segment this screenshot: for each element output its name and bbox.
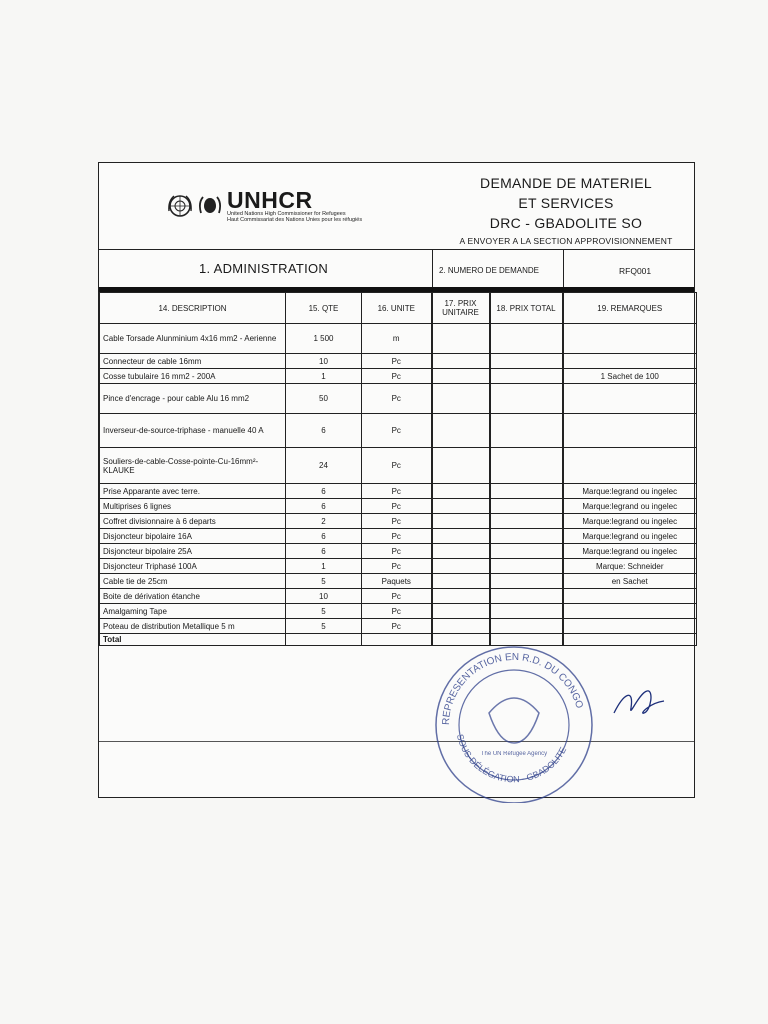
- cell-qte: 1: [286, 369, 362, 384]
- table-row: [100, 369, 697, 384]
- unhcr-emblem-icon: [197, 193, 223, 219]
- cell-description: Multiprises 6 lignes: [100, 499, 286, 514]
- cell-remarque: Marque:legrand ou ingelec: [563, 514, 697, 529]
- table-row: [100, 559, 697, 574]
- cell-prix-total: [490, 514, 563, 529]
- cell-unite: Pc: [362, 544, 432, 559]
- unhcr-logo: [167, 189, 362, 223]
- total-row: [100, 634, 697, 646]
- cell-description: Disjoncteur Triphasé 100A: [100, 559, 286, 574]
- cell-prix-total: [490, 354, 563, 369]
- cell-remarque: [563, 354, 697, 369]
- cell-qte: 5: [286, 619, 362, 634]
- svg-text:SOUS-DÉLÉGATION - GBADOLITE: [455, 733, 568, 784]
- cell-description: Connecteur de cable 16mm: [100, 354, 286, 369]
- cell-remarque: Marque:legrand ou ingelec: [563, 529, 697, 544]
- cell-prix-total: [490, 499, 563, 514]
- cell-description: Disjoncteur bipolaire 16A: [100, 529, 286, 544]
- divider: [432, 249, 433, 287]
- cell-unite: Pc: [362, 619, 432, 634]
- cell-unite: Pc: [362, 529, 432, 544]
- cell-prix-total: [490, 589, 563, 604]
- cell-prix-total: [490, 484, 563, 499]
- request-form: [98, 162, 695, 798]
- handwritten-signature: [609, 683, 669, 723]
- cell-prix-unitaire: [432, 544, 490, 559]
- cell-qte: 6: [286, 414, 362, 448]
- cell-description: Pince d'encrage - pour cable Alu 16 mm2: [100, 384, 286, 414]
- cell-qte: 2: [286, 514, 362, 529]
- cell-remarque: Marque:legrand ou ingelec: [563, 544, 697, 559]
- title-line1: DEMANDE DE MATERIEL: [480, 175, 652, 191]
- cell-unite: Pc: [362, 499, 432, 514]
- cell-prix-total: [490, 619, 563, 634]
- cell-unite: Pc: [362, 589, 432, 604]
- header-unite: 16. UNITE: [362, 293, 432, 324]
- cell-prix-total: [490, 574, 563, 589]
- header-prix-total: 18. PRIX TOTAL: [490, 293, 563, 324]
- table-row: [100, 384, 697, 414]
- cell-description: Disjoncteur bipolaire 25A: [100, 544, 286, 559]
- table-row: [100, 484, 697, 499]
- cell-qte: 1 500: [286, 324, 362, 354]
- cell-description: Cosse tubulaire 16 mm2 - 200A: [100, 369, 286, 384]
- cell-prix-total: [490, 448, 563, 484]
- stamp-bottom-text: SOUS-DÉLÉGATION - GBADOLITE: [454, 733, 569, 785]
- cell-prix-unitaire: [432, 619, 490, 634]
- cell-prix-total: [490, 559, 563, 574]
- cell-qte: 5: [286, 604, 362, 619]
- cell-remarque: [563, 414, 697, 448]
- cell-prix-total: [490, 604, 563, 619]
- demand-number-value: RFQ001: [619, 266, 652, 276]
- stamp-agency: The UN Refugee Agency: [480, 751, 548, 757]
- title-line2: ET SERVICES: [518, 195, 614, 211]
- cell-unite: Pc: [362, 414, 432, 448]
- cell-prix-unitaire: [432, 589, 490, 604]
- table-row: [100, 589, 697, 604]
- cell-unite: Pc: [362, 559, 432, 574]
- cell-remarque: [563, 589, 697, 604]
- logo-text: [227, 189, 362, 223]
- cell-unite: Pc: [362, 484, 432, 499]
- cell-qte: 10: [286, 589, 362, 604]
- cell-prix-total: [490, 384, 563, 414]
- cell-prix-unitaire: [432, 499, 490, 514]
- table-row: [100, 354, 697, 369]
- cell-qte: 6: [286, 499, 362, 514]
- cell-prix-unitaire: [432, 514, 490, 529]
- form-header: [99, 163, 694, 250]
- cell-unite: Pc: [362, 384, 432, 414]
- cell-prix-unitaire: [432, 369, 490, 384]
- cell-qte: 1: [286, 559, 362, 574]
- header-remarques: 19. REMARQUES: [563, 293, 697, 324]
- cell-unite: Paquets: [362, 574, 432, 589]
- divider: [563, 249, 564, 287]
- cell-remarque: Marque:legrand ou ingelec: [563, 499, 697, 514]
- admin-label: 1. ADMINISTRATION: [199, 261, 329, 276]
- header-prix-unitaire: 17. PRIX UNITAIRE: [432, 293, 490, 324]
- cell-remarque: Marque:legrand ou ingelec: [563, 484, 697, 499]
- cell-prix-unitaire: [432, 384, 490, 414]
- title-line3: DRC - GBADOLITE SO: [489, 215, 643, 231]
- demand-number-label: 2. NUMERO DE DEMANDE: [439, 266, 540, 275]
- cell-prix-unitaire: [432, 529, 490, 544]
- table-row: [100, 604, 697, 619]
- table-row: [100, 499, 697, 514]
- total-cell: [362, 634, 432, 646]
- cell-qte: 10: [286, 354, 362, 369]
- cell-prix-total: [490, 544, 563, 559]
- cell-prix-total: [490, 324, 563, 354]
- form-title: [451, 173, 681, 246]
- table-row: [100, 574, 697, 589]
- cell-qte: 50: [286, 384, 362, 414]
- items-table: [99, 292, 697, 646]
- total-cell: [286, 634, 362, 646]
- org-sub-fr: Haut Commissariat des Nations Unies pour les réfugiés: [227, 217, 363, 223]
- table-row: [100, 544, 697, 559]
- cell-description: Souliers-de-cable-Cosse-pointe-Cu-16mm²-KLAUKE: [100, 448, 286, 484]
- cell-qte: 6: [286, 484, 362, 499]
- cell-description: Amalgaming Tape: [100, 604, 286, 619]
- cell-description: Coffret divisionnaire à 6 departs: [100, 514, 286, 529]
- cell-remarque: [563, 604, 697, 619]
- cell-qte: 24: [286, 448, 362, 484]
- stamp-top-text: REPRESENTATION EN R.D. DU CONGO: [440, 651, 585, 726]
- table-row: [100, 529, 697, 544]
- cell-remarque: en Sachet: [563, 574, 697, 589]
- org-name: UNHCR: [227, 187, 313, 213]
- cell-prix-unitaire: [432, 414, 490, 448]
- total-label: Total: [100, 634, 286, 646]
- cell-prix-unitaire: [432, 559, 490, 574]
- cell-description: Cable Torsade Alunminium 4x16 mm2 - Aerienne: [100, 324, 286, 354]
- cell-unite: Pc: [362, 604, 432, 619]
- cell-unite: Pc: [362, 448, 432, 484]
- title-line4: A ENVOYER A LA SECTION APPROVISIONNEMENT: [459, 236, 673, 246]
- cell-remarque: [563, 384, 697, 414]
- table-row: [100, 619, 697, 634]
- cell-remarque: [563, 619, 697, 634]
- cell-description: Prise Apparante avec terre.: [100, 484, 286, 499]
- cell-prix-unitaire: [432, 604, 490, 619]
- cell-remarque: 1 Sachet de 100: [563, 369, 697, 384]
- org-sub-en: United Nations High Commissioner for Refugees: [227, 211, 346, 217]
- cell-prix-unitaire: [432, 484, 490, 499]
- cell-unite: Pc: [362, 369, 432, 384]
- cell-remarque: [563, 448, 697, 484]
- table-row: [100, 324, 697, 354]
- cell-unite: Pc: [362, 354, 432, 369]
- un-emblem-icon: [167, 193, 193, 219]
- cell-prix-unitaire: [432, 354, 490, 369]
- table-row: [100, 448, 697, 484]
- cell-remarque: Marque: Schneider: [563, 559, 697, 574]
- cell-description: Cable tie de 25cm: [100, 574, 286, 589]
- cell-qte: 6: [286, 544, 362, 559]
- cell-prix-unitaire: [432, 324, 490, 354]
- cell-unite: m: [362, 324, 432, 354]
- cell-prix-total: [490, 414, 563, 448]
- cell-qte: 5: [286, 574, 362, 589]
- svg-text:REPRESENTATION EN R.D. DU CONG: [441, 652, 585, 725]
- cell-prix-total: [490, 529, 563, 544]
- signature-line: [99, 741, 694, 742]
- cell-prix-unitaire: [432, 448, 490, 484]
- admin-row: [99, 249, 694, 287]
- cell-prix-unitaire: [432, 574, 490, 589]
- table-body: [100, 324, 697, 646]
- cell-description: Boite de dérivation étanche: [100, 589, 286, 604]
- header-description: 14. DESCRIPTION: [100, 293, 286, 324]
- table-row: [100, 514, 697, 529]
- cell-qte: 6: [286, 529, 362, 544]
- official-stamp: [429, 643, 599, 803]
- cell-description: Poteau de distribution Metallique 5 m: [100, 619, 286, 634]
- table-row: [100, 414, 697, 448]
- cell-remarque: [563, 324, 697, 354]
- cell-description: Inverseur-de-source-triphase - manuelle 40 A: [100, 414, 286, 448]
- cell-prix-total: [490, 369, 563, 384]
- cell-unite: Pc: [362, 514, 432, 529]
- header-qte: 15. QTE: [286, 293, 362, 324]
- table-header-row: [100, 293, 697, 324]
